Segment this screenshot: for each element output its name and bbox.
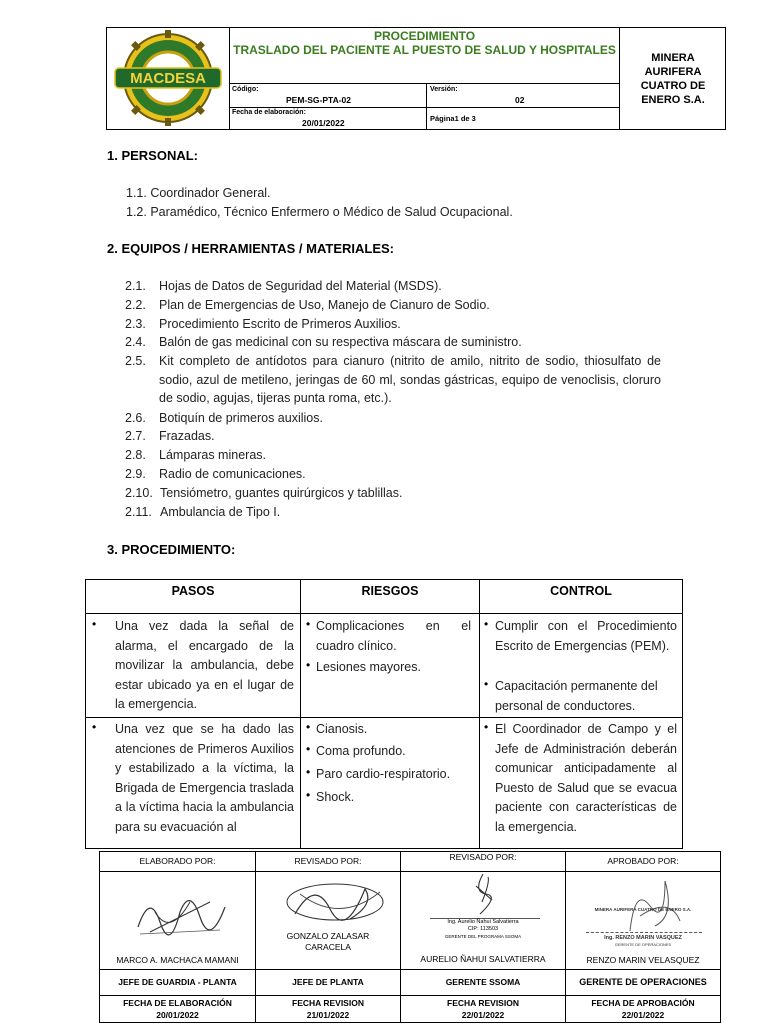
table-cell-riesgos: Cianosis. xyxy=(316,722,368,736)
codigo-value: PEM-SG-PTA-02 xyxy=(286,95,352,105)
signer-name: AURELIO ÑAHUI SALVATIERRA xyxy=(420,954,546,964)
title-cell xyxy=(230,28,619,83)
date-value: 20/01/2022 xyxy=(156,1010,199,1020)
document-header xyxy=(106,27,726,130)
company-line: CUATRO DE xyxy=(640,79,706,92)
list-item: 1.1. Coordinador General. xyxy=(126,186,271,200)
list-item: 1.2. Paramédico, Técnico Enfermero o Médico de Salud Ocupacional. xyxy=(126,205,513,219)
page-number: Página1 de 3 xyxy=(430,114,476,123)
signer-role: JEFE DE GUARDIA - PLANTA xyxy=(118,977,237,987)
signature-4 xyxy=(620,876,690,936)
signature-3 xyxy=(468,872,498,917)
table-cell-riesgos: Paro cardio-respiratorio. xyxy=(316,767,451,781)
signer-name: MARCO A. MACHACA MAMANI xyxy=(116,955,239,965)
company-line: AURIFERA xyxy=(644,65,702,78)
document-title: TRASLADO DEL PACIENTE AL PUESTO DE SALUD Y HOSPITALES xyxy=(233,43,616,57)
procedure-table: PASOS RIESGOS CONTROL • Una vez dada la señal de alarma, el encargado de la movilizar la ambulancia, debe estar ubicado ya en el lugar de la emergencia. • Complicaciones en el cuadro clínico. • Lesiones mayores. • Cumplir con el Procedimiento Escrito de Emergencias (PEM). • Capacitación permanente del personal de conductores. • Una vez que se ha dado las atenciones de Primeros Auxilios y estabilizado a la víctima, la Brigada de Emergencia traslada a la víctima hacia la ambulancia para su evacuación al • Cianosis. • Coma profundo. • Paro cardio-respiratorio. • Shock. • El Coordinador de Campo y el Jefe de Administración deberán comunicar anticipadamente al Puesto de Salud que se evacua paciente con características de la emergencia. xyxy=(85,579,683,849)
table-cell-riesgos: Lesiones mayores. xyxy=(316,660,421,674)
signature-2 xyxy=(280,874,390,934)
header-riesgos: RIESGOS xyxy=(361,584,419,598)
document-type: PROCEDIMIENTO xyxy=(373,29,476,43)
company-name xyxy=(619,28,726,129)
table-cell-riesgos: Shock. xyxy=(316,790,355,804)
signer-role: GERENTE DE OPERACIONES xyxy=(579,977,707,987)
company-logo xyxy=(107,28,229,129)
codigo-label: Código: xyxy=(232,86,259,93)
company-line: ENERO S.A. xyxy=(641,93,705,106)
section-1-title: 1. PERSONAL: xyxy=(107,148,199,163)
date-value: 21/01/2022 xyxy=(306,1010,350,1020)
signer-role: JEFE DE PLANTA xyxy=(292,977,364,987)
table-cell-pasos: Una vez dada la señal de alarma, el encargado de la movilizar la ambulancia, debe estar ubicado ya en el lugar de la emergencia. xyxy=(115,619,294,711)
logo-cell xyxy=(107,28,230,129)
table-cell-riesgos: Complicaciones en el cuadro clínico. xyxy=(316,619,471,653)
sig-header: APROBADO POR: xyxy=(607,856,679,866)
stamp-text: MINERA AURIFERA CUATRO DE ENERO S.A. xyxy=(594,907,692,912)
signer-name: GONZALO ZALASAR CARACELA xyxy=(286,931,370,952)
date-value: 22/01/2022 xyxy=(621,1010,665,1020)
section-2-title: 2. EQUIPOS / HERRAMIENTAS / MATERIALES: xyxy=(107,241,394,256)
header-pasos: PASOS xyxy=(171,584,215,598)
sig-header: REVISADO POR: xyxy=(294,856,362,866)
version-value: 02 xyxy=(515,95,525,105)
signer-name: RENZO MARIN VELASQUEZ xyxy=(586,955,700,965)
date-page-row xyxy=(230,107,619,130)
table-cell-pasos: Una vez que se ha dado las atenciones de Primeros Auxilios y estabilizado a la víctima, la Brigada de Emergencia traslada a la víctima hacia la ambulancia para su evacuación al xyxy=(115,722,294,834)
version-label: Versión: xyxy=(430,86,458,93)
header-control: CONTROL xyxy=(550,584,612,598)
signature-1 xyxy=(130,882,230,942)
table-cell-control: El Coordinador de Campo y el Jefe de Administración deberán comunicar anticipadamente al Puesto de Salud que se evacua paciente con características de la emergencia. xyxy=(495,722,677,834)
table-cell-control: Capacitación permanente del personal de conductores. xyxy=(495,679,658,713)
stamp-text: Ing. Aurelio Ñahui Salvatierra CIP: 113503 GERENTE DEL PROGRAMA SSOMA xyxy=(444,919,522,939)
sig-header: REVISADO POR: xyxy=(449,852,517,862)
date-label: FECHA REVISION xyxy=(447,998,519,1008)
date-label: FECHA REVISION xyxy=(292,998,364,1008)
stamp-text: Ing. RENZO MARIN VASQUEZ xyxy=(604,935,682,941)
fecha-label: Fecha de elaboración: xyxy=(232,109,306,116)
company-line: MINERA xyxy=(651,51,695,64)
date-value: 22/01/2022 xyxy=(461,1010,505,1020)
fecha-value: 20/01/2022 xyxy=(302,118,345,128)
logo-text: MACDESA xyxy=(130,70,206,87)
date-label: FECHA DE ELABORACIÓN xyxy=(123,998,232,1008)
code-version-row xyxy=(230,83,619,108)
stamp-text: GERENTE DE OPERACIONES xyxy=(614,942,672,947)
table-cell-riesgos: Coma profundo. xyxy=(316,744,406,758)
signature-table xyxy=(99,851,721,1023)
sig-header: ELABORADO POR: xyxy=(139,856,216,866)
section-3-title: 3. PROCEDIMIENTO: xyxy=(107,542,236,557)
table-cell-control: Cumplir con el Procedimiento Escrito de Emergencias (PEM). xyxy=(495,619,677,653)
signer-role: GERENTE SSOMA xyxy=(445,977,521,987)
date-label: FECHA DE APROBACIÓN xyxy=(591,998,695,1008)
